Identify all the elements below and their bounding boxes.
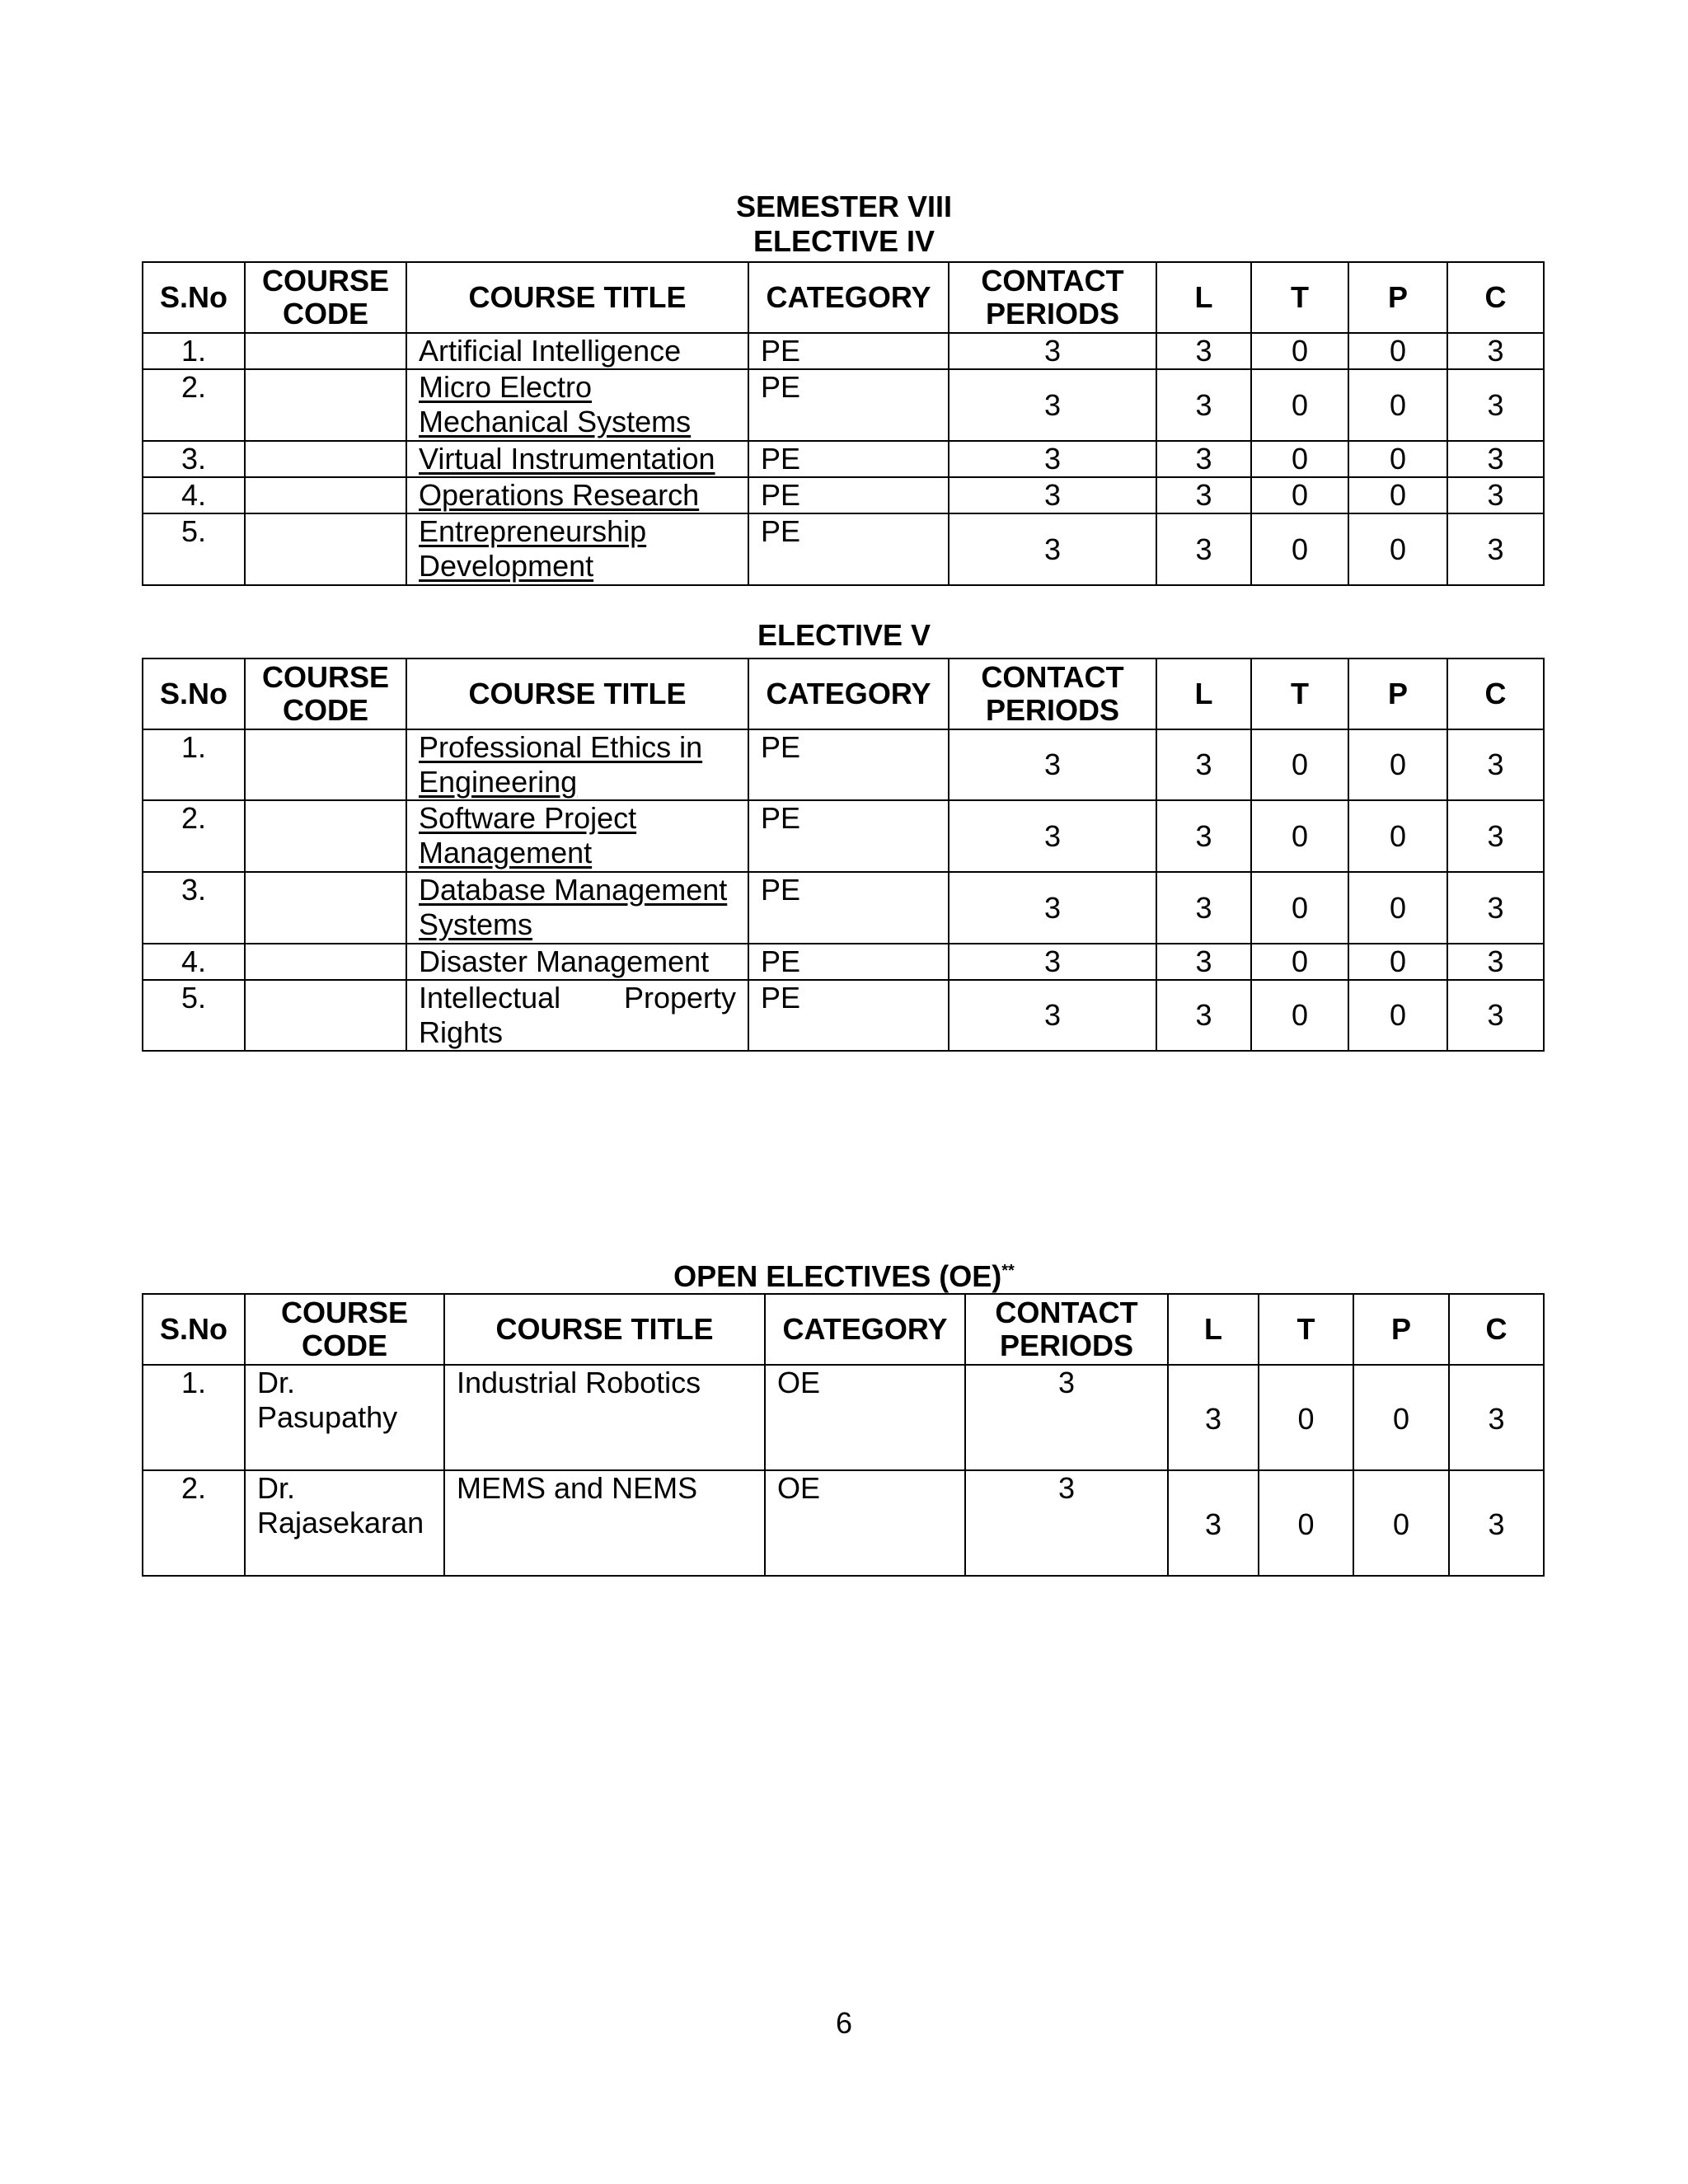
cell-c: 3 — [1447, 513, 1544, 585]
cell-p: 0 — [1353, 1365, 1449, 1470]
cell-course-title: Intellectual Property Rights — [406, 980, 748, 1051]
cell-category: OE — [765, 1470, 965, 1576]
cell-contact-periods: 3 — [965, 1365, 1168, 1470]
header-category: CATEGORY — [765, 1294, 965, 1365]
header-course-title: COURSE TITLE — [406, 262, 748, 333]
header-contact-periods: CONTACT PERIODS — [949, 262, 1156, 333]
header-course-code: COURSE CODE — [245, 262, 406, 333]
cell-course-title: Industrial Robotics — [444, 1365, 765, 1470]
table-header-row — [143, 262, 1544, 333]
table-row — [143, 333, 1544, 369]
cell-c: 3 — [1447, 800, 1544, 872]
cell-course-code — [245, 441, 406, 477]
cell-contact-periods: 3 — [949, 513, 1156, 585]
cell-course-code — [245, 729, 406, 800]
open-electives-title — [0, 1254, 1688, 1294]
cell-t: 0 — [1251, 944, 1348, 980]
header-sno: S.No — [143, 1294, 245, 1365]
cell-t: 0 — [1251, 333, 1348, 369]
open-electives-table — [142, 1293, 1545, 1577]
header-t: T — [1259, 1294, 1353, 1365]
header-course-title: COURSE TITLE — [444, 1294, 765, 1365]
cell-t: 0 — [1251, 513, 1348, 585]
cell-course-title: Operations Research — [406, 477, 748, 513]
header-contact-periods: CONTACT PERIODS — [949, 658, 1156, 729]
cell-t: 0 — [1259, 1365, 1353, 1470]
cell-course-title: Database Management Systems — [406, 872, 748, 944]
cell-c: 3 — [1447, 333, 1544, 369]
cell-contact-periods: 3 — [949, 441, 1156, 477]
cell-sno: 1. — [143, 1365, 245, 1470]
cell-course-code — [245, 980, 406, 1051]
cell-l: 3 — [1156, 729, 1251, 800]
cell-category: PE — [748, 729, 949, 800]
cell-c: 3 — [1447, 872, 1544, 944]
cell-sno: 2. — [143, 800, 245, 872]
cell-p: 0 — [1348, 477, 1447, 513]
cell-course-code — [245, 477, 406, 513]
cell-c: 3 — [1447, 944, 1544, 980]
cell-course-title: Micro Electro Mechanical Systems — [406, 369, 748, 441]
cell-t: 0 — [1251, 980, 1348, 1051]
semester-title: SEMESTER VIII — [735, 190, 953, 223]
header-c: C — [1447, 262, 1544, 333]
table-row — [143, 980, 1544, 1051]
cell-sno: 4. — [143, 944, 245, 980]
cell-category: OE — [765, 1365, 965, 1470]
cell-course-code: Dr. Rajasekaran — [245, 1470, 444, 1576]
header-l: L — [1168, 1294, 1259, 1365]
table-row — [143, 369, 1544, 441]
open-electives-title-marker: ** — [1001, 1262, 1015, 1280]
cell-p: 0 — [1348, 369, 1447, 441]
cell-contact-periods: 3 — [965, 1470, 1168, 1576]
cell-sno: 3. — [143, 872, 245, 944]
page-number: 6 — [835, 2006, 853, 2040]
cell-p: 0 — [1348, 944, 1447, 980]
cell-course-code — [245, 944, 406, 980]
table-row — [143, 872, 1544, 944]
header-l: L — [1156, 262, 1251, 333]
table-row — [143, 1470, 1544, 1576]
cell-c: 3 — [1447, 980, 1544, 1051]
cell-t: 0 — [1259, 1470, 1353, 1576]
cell-l: 3 — [1156, 980, 1251, 1051]
header-l: L — [1156, 658, 1251, 729]
elective-v-table — [142, 658, 1545, 1052]
cell-c: 3 — [1449, 1470, 1544, 1576]
cell-t: 0 — [1251, 872, 1348, 944]
cell-contact-periods: 3 — [949, 369, 1156, 441]
header-p: P — [1348, 658, 1447, 729]
cell-t: 0 — [1251, 369, 1348, 441]
cell-c: 3 — [1447, 729, 1544, 800]
cell-c: 3 — [1447, 477, 1544, 513]
cell-t: 0 — [1251, 477, 1348, 513]
header-c: C — [1449, 1294, 1544, 1365]
cell-course-title: MEMS and NEMS — [444, 1470, 765, 1576]
cell-course-code — [245, 369, 406, 441]
open-electives-title-text: OPEN ELECTIVES (OE) — [673, 1259, 1002, 1293]
cell-p: 0 — [1348, 513, 1447, 585]
cell-course-code — [245, 872, 406, 944]
cell-l: 3 — [1156, 800, 1251, 872]
cell-category: PE — [748, 369, 949, 441]
cell-category: PE — [748, 800, 949, 872]
cell-category: PE — [748, 477, 949, 513]
cell-p: 0 — [1348, 333, 1447, 369]
cell-category: PE — [748, 944, 949, 980]
cell-course-title: Software Project Management — [406, 800, 748, 872]
cell-category: PE — [748, 872, 949, 944]
table-row — [143, 1365, 1544, 1470]
cell-contact-periods: 3 — [949, 729, 1156, 800]
cell-course-code: Dr. Pasupathy — [245, 1365, 444, 1470]
header-course-title: COURSE TITLE — [406, 658, 748, 729]
cell-c: 3 — [1447, 441, 1544, 477]
cell-sno: 2. — [143, 1470, 245, 1576]
table-row — [143, 513, 1544, 585]
table-row — [143, 729, 1544, 800]
cell-contact-periods: 3 — [949, 944, 1156, 980]
cell-l: 3 — [1156, 477, 1251, 513]
cell-course-code — [245, 513, 406, 585]
cell-sno: 3. — [143, 441, 245, 477]
cell-category: PE — [748, 333, 949, 369]
table-row — [143, 800, 1544, 872]
cell-course-title: Entrepreneurship Development — [406, 513, 748, 585]
cell-course-title: Disaster Management — [406, 944, 748, 980]
cell-sno: 1. — [143, 333, 245, 369]
header-t: T — [1251, 658, 1348, 729]
header-category: CATEGORY — [748, 262, 949, 333]
cell-category: PE — [748, 980, 949, 1051]
cell-p: 0 — [1348, 800, 1447, 872]
elective-iv-table — [142, 261, 1545, 586]
cell-l: 3 — [1156, 333, 1251, 369]
elective-v-title: ELECTIVE V — [757, 618, 931, 652]
cell-c: 3 — [1447, 369, 1544, 441]
header-course-code: COURSE CODE — [245, 1294, 444, 1365]
header-sno: S.No — [143, 658, 245, 729]
header-p: P — [1353, 1294, 1449, 1365]
cell-p: 0 — [1348, 872, 1447, 944]
header-c: C — [1447, 658, 1544, 729]
cell-l: 3 — [1156, 369, 1251, 441]
cell-contact-periods: 3 — [949, 872, 1156, 944]
cell-p: 0 — [1348, 729, 1447, 800]
cell-c: 3 — [1449, 1365, 1544, 1470]
cell-sno: 5. — [143, 980, 245, 1051]
table-row — [143, 477, 1544, 513]
cell-sno: 1. — [143, 729, 245, 800]
header-contact-periods: CONTACT PERIODS — [965, 1294, 1168, 1365]
cell-contact-periods: 3 — [949, 477, 1156, 513]
table-header-row — [143, 658, 1544, 729]
cell-course-code — [245, 800, 406, 872]
cell-p: 0 — [1353, 1470, 1449, 1576]
cell-course-title: Virtual Instrumentation — [406, 441, 748, 477]
header-t: T — [1251, 262, 1348, 333]
header-category: CATEGORY — [748, 658, 949, 729]
cell-course-code — [245, 333, 406, 369]
cell-l: 3 — [1168, 1470, 1259, 1576]
cell-sno: 4. — [143, 477, 245, 513]
header-course-code: COURSE CODE — [245, 658, 406, 729]
cell-l: 3 — [1156, 944, 1251, 980]
elective-iv-title: ELECTIVE IV — [753, 224, 935, 258]
header-sno: S.No — [143, 262, 245, 333]
cell-t: 0 — [1251, 800, 1348, 872]
header-p: P — [1348, 262, 1447, 333]
table-row — [143, 441, 1544, 477]
cell-course-title: Artificial Intelligence — [406, 333, 748, 369]
cell-l: 3 — [1156, 441, 1251, 477]
cell-p: 0 — [1348, 441, 1447, 477]
cell-p: 0 — [1348, 980, 1447, 1051]
cell-sno: 5. — [143, 513, 245, 585]
cell-t: 0 — [1251, 729, 1348, 800]
cell-contact-periods: 3 — [949, 980, 1156, 1051]
cell-course-title: Professional Ethics in Engineering — [406, 729, 748, 800]
cell-category: PE — [748, 441, 949, 477]
cell-l: 3 — [1156, 872, 1251, 944]
table-row — [143, 944, 1544, 980]
cell-l: 3 — [1156, 513, 1251, 585]
cell-contact-periods: 3 — [949, 800, 1156, 872]
cell-category: PE — [748, 513, 949, 585]
cell-contact-periods: 3 — [949, 333, 1156, 369]
cell-l: 3 — [1168, 1365, 1259, 1470]
table-header-row — [143, 1294, 1544, 1365]
cell-t: 0 — [1251, 441, 1348, 477]
cell-sno: 2. — [143, 369, 245, 441]
